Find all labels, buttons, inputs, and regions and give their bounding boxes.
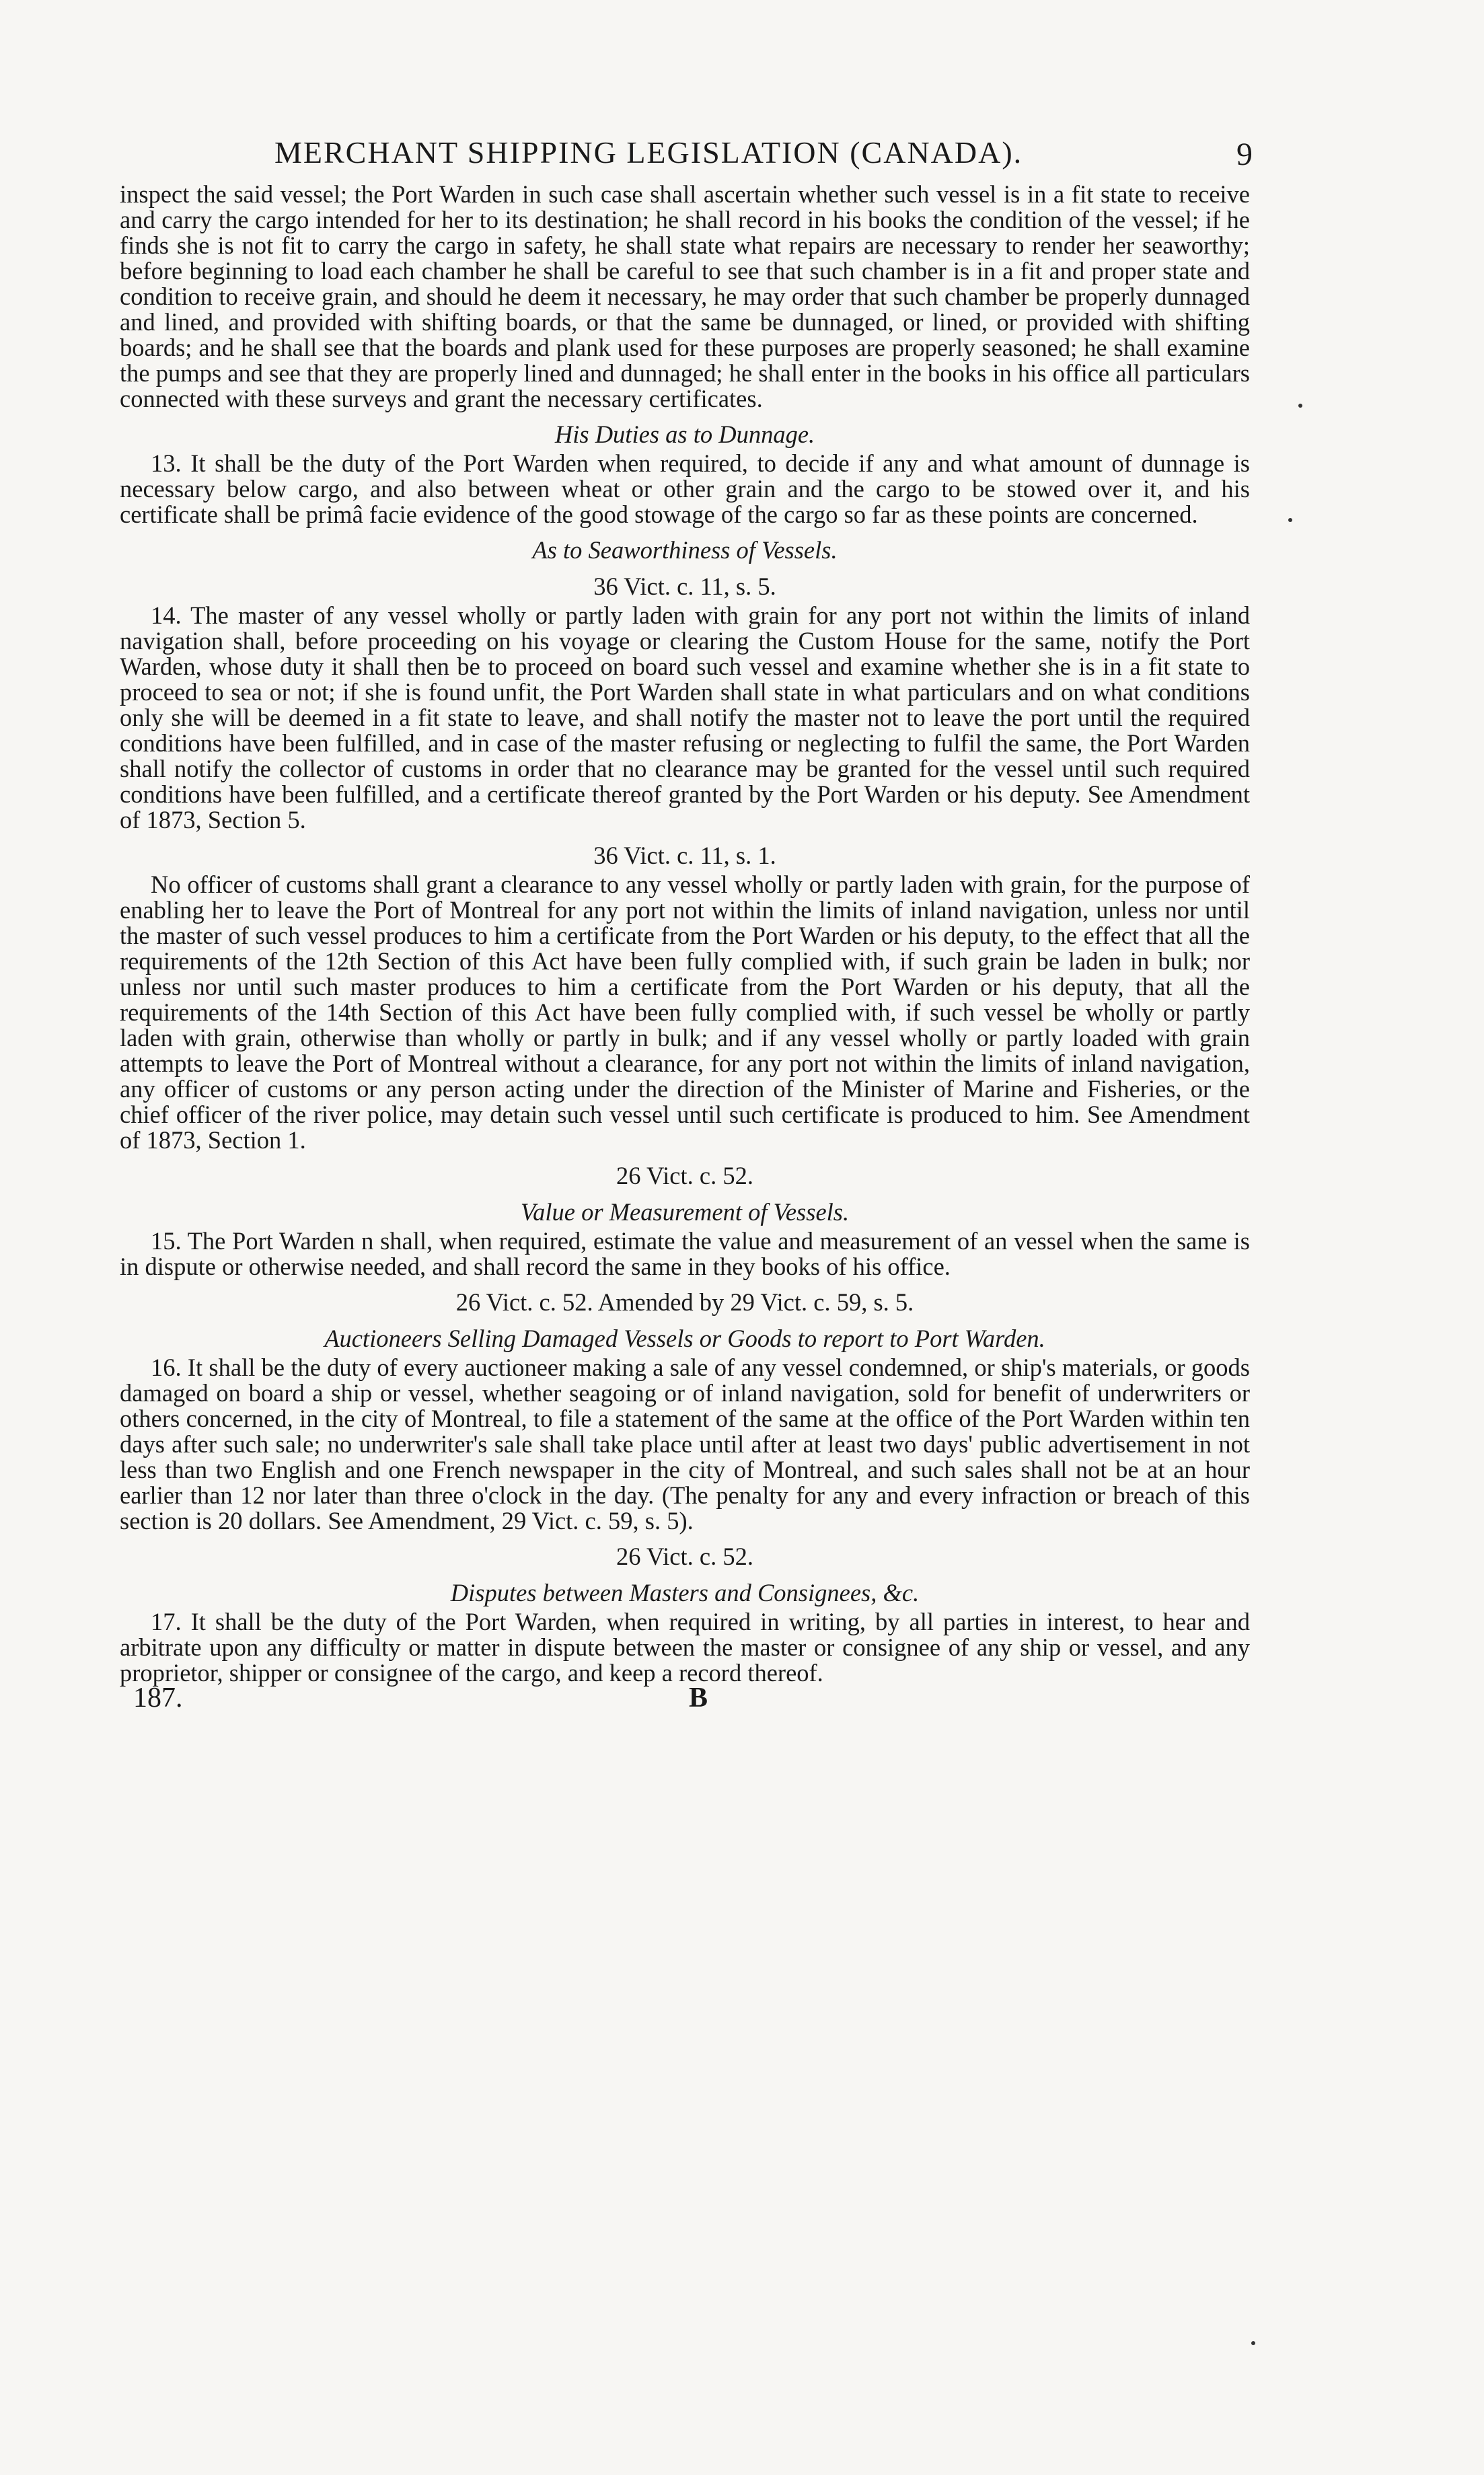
statute-reference: 36 Vict. c. 11, s. 1. xyxy=(593,842,776,869)
sheet-mark: B xyxy=(689,1683,708,1713)
section-16: 16. It shall be the duty of every auctioneer making a sale of any vessel condemned, or ship's materials, or goods damaged on board a ship or vessel, whether seagoing or of inland navigation, sold for benefit of underwriters or others concerned, in the city of Montreal, to file a statement of the same at the office of the Port Warden within ten days after such sale; no underwriter's sale shall take place until after at least two days' public advertisement in not less than two English and one French newspaper in the city of Montreal, and such sales shall not be at an hour earlier than 12 nor later than three o'clock in the day. (The penalty for any and every infraction or breach of this section is 20 dollars. See Amendment, 29 Vict. c. 59, s. 5). xyxy=(120,1354,1250,1535)
heading-value: Value or Measurement of Vessels. xyxy=(520,1198,850,1226)
margin-dot xyxy=(1288,518,1292,522)
heading-disputes: Disputes between Masters and Consignees, &c. xyxy=(450,1579,920,1606)
intro-paragraph: inspect the said vessel; the Port Warden in such case shall ascertain whether such vessel is in a fit state to receive and carry the cargo intended for her to its destination; he shall record in his books the condition of the vessel; if he finds she is not fit to carry the cargo in safety, he shall state what repairs are necessary to render her seaworthy; before beginning to load each chamber he shall be careful to see that such chamber is in a fit and proper state and condition to receive grain, and should he deem it necessary, he may order that such chamber be properly dunnaged and lined, and provided with shifting boards, or that the same be dunnaged, or lined, or provided with shifting boards; and he shall see that the boards and plank used for these purposes are properly seasoned; he shall examine the pumps and see that they are properly lined and dunnaged; he shall enter in the books in his office all particulars connected with these surveys and grant the necessary certificates. xyxy=(120,180,1250,412)
document-page xyxy=(120,135,1254,1720)
margin-dot xyxy=(1298,404,1302,408)
section-17: 17. It shall be the duty of the Port Warden, when required in writing, by all parties in interest, to hear and arbitrate upon any difficulty or matter in dispute between the master or consignee of any ship or vessel, and any proprietor, shipper or consignee of the cargo, and keep a record thereof. xyxy=(120,1608,1250,1687)
statute-reference: 36 Vict. c. 11, s. 5. xyxy=(593,572,776,600)
heading-dunnage: His Duties as to Dunnage. xyxy=(554,420,815,448)
page-number: 9 xyxy=(1236,137,1254,172)
page-footer xyxy=(120,1683,1250,1720)
section-13: 13. It shall be the duty of the Port Warden when required, to decide if any and what amount of dunnage is necessary below cargo, and also between wheat or other grain and the cargo to be stowed over it, and his certificate shall be primâ facie evidence of the good stowage of the cargo so far as these points are concerned. xyxy=(120,449,1250,528)
running-header xyxy=(120,135,1254,182)
heading-seaworthiness: As to Seaworthiness of Vessels. xyxy=(532,536,838,564)
section-15: 15. The Port Warden n shall, when required, estimate the value and measurement of an vessel when the same is in dispute or otherwise needed, and shall record the same in they books of his office. xyxy=(120,1227,1250,1280)
margin-dot xyxy=(1251,2341,1255,2345)
header-title: MERCHANT SHIPPING LEGISLATION (CANADA). xyxy=(274,135,1023,170)
section-14: 14. The master of any vessel wholly or partly laden with grain for any port not within the limits of inland navigation shall, before proceeding on his voyage or clearing the Custom House for the same, notify the Port Warden, whose duty it shall then be to proceed on board such vessel and examine whether she is in a fit state to proceed to sea or not; if she is found unfit, the Port Warden shall state in what particulars and on what conditions only she will be deemed in a fit state to leave, and shall notify the master not to leave the port until the required conditions have been fulfilled, and in case of the master refusing or neglecting to fulfil the same, the Port Warden shall notify the collector of customs in order that no clearance may be granted for the vessel until such required conditions have been fulfilled, and a certificate thereof granted by the Port Warden or his deputy. See Amendment of 1873, Section 5. xyxy=(120,601,1250,834)
no-officer-paragraph: No officer of customs shall grant a clearance to any vessel wholly or partly laden with grain, for the purpose of enabling her to leave the Port of Montreal for any port not within the limits of inland navigation, unless nor until the master of such vessel produces to him a certificate from the Port Warden or his deputy, to the effect that all the requirements of the 12th Section of this Act have been fully complied with, if such grain be laden in bulk; nor unless nor until such master produces to him a certificate from the Port Warden or his deputy, that all the requirements of the 14th Section of this Act have been fully complied with, if such vessel be wholly or partly laden with grain, otherwise than wholly or partly in bulk; and if any vessel wholly or partly loaded with grain attempts to leave the Port of Montreal without a clearance, for any port not within the limits of inland navigation, any officer of customs or any person acting under the direction of the Minister of Marine and Fisheries, or the chief officer of the river police, may detain such vessel until such certificate is produced to him. See Amendment of 1873, Section 1. xyxy=(120,871,1250,1154)
signature-mark: 187. xyxy=(133,1683,183,1713)
statute-reference: 26 Vict. c. 52. Amended by 29 Vict. c. 59, s. 5. xyxy=(455,1288,914,1316)
statute-reference: 26 Vict. c. 52. xyxy=(616,1162,753,1189)
heading-auctioneers: Auctioneers Selling Damaged Vessels or Goods to report to Port Warden. xyxy=(324,1325,1045,1352)
statute-reference: 26 Vict. c. 52. xyxy=(616,1543,753,1570)
